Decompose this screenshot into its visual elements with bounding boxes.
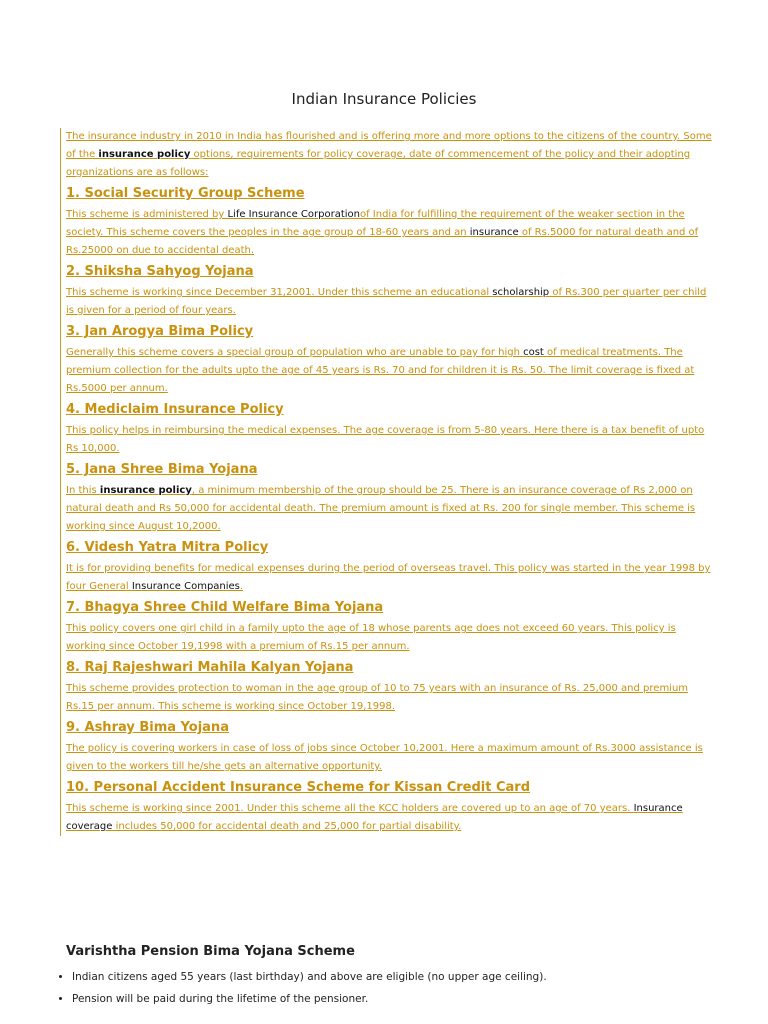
scheme-list <box>60 128 716 836</box>
scheme-3 <box>66 322 716 398</box>
text: . <box>239 581 244 592</box>
text: In this <box>66 485 100 496</box>
scheme-2 <box>66 262 716 320</box>
intro-text-2: options, requirements for policy coverage, date of commencement of the policy and their adopting organizations are as follows: <box>66 149 691 178</box>
scheme-description: This policy helps in reimbursing the medical expenses. The age coverage is from 5-80 years. Here there is a tax benefit of upto Rs 10,000. <box>66 425 705 454</box>
cost-link[interactable]: cost <box>523 347 544 358</box>
intro-paragraph <box>66 128 716 182</box>
scheme-description <box>66 560 716 596</box>
scheme-heading[interactable]: 6. Videsh Yatra Mitra Policy <box>66 540 269 555</box>
text: of Rs.300 per quarter per child is given for a period of four years. <box>66 287 707 316</box>
scheme-description <box>66 206 716 260</box>
scheme-heading[interactable]: 1. Social Security Group Scheme <box>66 186 305 201</box>
scheme-heading[interactable]: 2. Shiksha Sahyog Yojana <box>66 264 254 279</box>
insurance-policy-link[interactable]: insurance policy <box>98 149 191 160</box>
scholarship-link[interactable]: scholarship <box>492 287 550 298</box>
text: It is for providing benefits for medical expenses during the period of overseas travel. This policy was started in the year 1998 by four General <box>66 563 711 592</box>
scheme-description <box>66 344 716 398</box>
lic-link[interactable]: Life Insurance Corporation <box>227 209 360 220</box>
scheme-description <box>66 800 716 836</box>
insurance-policy-link[interactable]: insurance policy <box>99 485 192 496</box>
scheme-10 <box>66 778 716 836</box>
insurance-coverage-link[interactable]: Insurance coverage <box>66 803 683 832</box>
scheme-description <box>66 482 716 536</box>
scheme-4 <box>66 400 716 458</box>
scheme-8 <box>66 658 716 716</box>
scheme-heading[interactable]: 10. Personal Accident Insurance Scheme for Kissan Credit Card <box>66 780 531 795</box>
insurance-link[interactable]: insurance <box>469 227 519 238</box>
text: This scheme is administered by <box>66 209 228 220</box>
page-title: Indian Insurance Policies <box>291 90 477 108</box>
text: , a minimum membership of the group should be 25. There is an insurance coverage of Rs 2,000 on natural death and Rs 50,000 for accidental death. The premium amount is fixed at Rs. 200 for single member. This scheme is working since August 10,2000. <box>66 485 696 532</box>
text: Generally this scheme covers a special group of population who are unable to pay for high <box>66 347 524 358</box>
intro-text-1: The insurance industry in 2010 in India has flourished and is offering more and more options to the citizens of the country. Some of the <box>66 131 712 160</box>
list-item: • Pension will be paid during the lifetime of the pensioner. <box>72 988 732 1010</box>
pension-bullet-list <box>56 966 732 1010</box>
scheme-heading[interactable]: 9. Ashray Bima Yojana <box>66 720 229 735</box>
scheme-6 <box>66 538 716 596</box>
scheme-heading[interactable]: 7. Bhagya Shree Child Welfare Bima Yojana <box>66 600 384 615</box>
text: of India for fulfilling the requirement of the weaker section in the society. This scheme covers the peoples in the age group of 18-60 years and an <box>66 209 685 238</box>
text: This scheme is working since 2001. Under this scheme all the KCC holders are covered up to an age of 70 years. <box>66 803 634 814</box>
scheme-heading[interactable]: 8. Raj Rajeshwari Mahila Kalyan Yojana <box>66 660 354 675</box>
scheme-description: This scheme provides protection to woman in the age group of 10 to 75 years with an insurance of Rs. 25,000 and premium Rs.15 per annum. This scheme is working since October 19,1998. <box>66 683 689 712</box>
scheme-9 <box>66 718 716 776</box>
scheme-heading[interactable]: 4. Mediclaim Insurance Policy <box>66 402 284 417</box>
scheme-heading[interactable]: 3. Jan Arogya Bima Policy <box>66 324 254 339</box>
scheme-description: This policy covers one girl child in a family upto the age of 18 whose parents age does not exceed 60 years. This policy is working since October 19,1998 with a premium of Rs.15 per annum. <box>66 623 676 652</box>
pension-scheme-title: Varishtha Pension Bima Yojana Scheme <box>66 944 355 959</box>
scheme-5 <box>66 460 716 536</box>
list-item: • Indian citizens aged 55 years (last birthday) and above are eligible (no upper age ceiling). <box>72 966 732 988</box>
scheme-description: The policy is covering workers in case of loss of jobs since October 10,2001. Here a maximum amount of Rs.3000 assistance is given to the workers till he/she gets an alternative opportunity. <box>66 743 703 772</box>
scheme-description <box>66 284 716 320</box>
scheme-1 <box>66 184 716 260</box>
text: This scheme is working since December 31,2001. Under this scheme an educational <box>66 287 493 298</box>
text: includes 50,000 for accidental death and 25,000 for partial disability. <box>112 821 462 832</box>
text: of Rs.5000 for natural death and of Rs.25000 on due to accidental death. <box>66 227 699 256</box>
scheme-7 <box>66 598 716 656</box>
text: of medical treatments. The premium collection for the adults upto the age of 45 years is Rs. 70 and for children it is Rs. 50. The limit coverage is fixed at Rs.5000 per annum. <box>66 347 695 394</box>
insurance-companies-link[interactable]: Insurance Companies <box>131 581 240 592</box>
scheme-heading[interactable]: 5. Jana Shree Bima Yojana <box>66 462 258 477</box>
